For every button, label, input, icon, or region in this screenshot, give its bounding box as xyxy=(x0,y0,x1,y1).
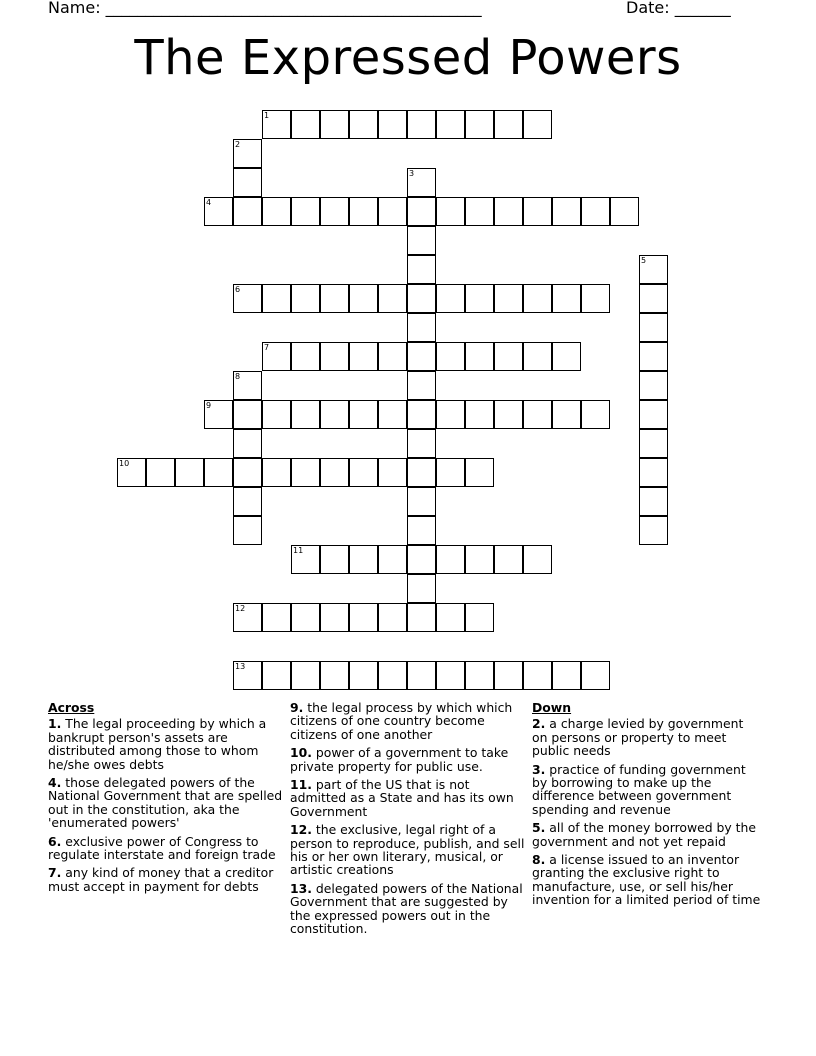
clue-text: a charge levied by government on persons or property to meet public needs xyxy=(532,716,744,759)
grid-cell[interactable] xyxy=(233,429,262,458)
clue-text: the legal process by which which citizens of one country become citizens of one another xyxy=(290,700,513,742)
grid-cell[interactable] xyxy=(378,342,407,371)
grid-cell[interactable] xyxy=(320,197,349,226)
grid-cell[interactable] xyxy=(581,661,610,690)
grid-cell[interactable] xyxy=(494,110,523,139)
grid-cell[interactable] xyxy=(494,284,523,313)
clue-number-label: 1. xyxy=(48,716,62,732)
grid-cell[interactable] xyxy=(407,226,436,255)
grid-cell[interactable] xyxy=(639,342,668,371)
grid-cell[interactable] xyxy=(262,197,291,226)
grid-cell[interactable] xyxy=(262,458,291,487)
down-clues-column xyxy=(532,701,762,912)
clue-number-label: 7. xyxy=(48,865,62,881)
clue-number-label: 8. xyxy=(532,852,546,868)
grid-cell[interactable] xyxy=(378,284,407,313)
grid-cell[interactable] xyxy=(320,661,349,690)
grid-cell[interactable] xyxy=(233,661,262,690)
clue-text: part of the US that is not admitted as a State and has its own Government xyxy=(290,777,514,819)
grid-cell[interactable] xyxy=(494,197,523,226)
grid-cell[interactable] xyxy=(233,139,262,168)
grid-cell[interactable] xyxy=(436,400,465,429)
grid-cell[interactable] xyxy=(407,400,436,429)
clue-number: 7 xyxy=(264,343,270,352)
grid-cell[interactable] xyxy=(262,603,291,632)
grid-cell[interactable] xyxy=(639,458,668,487)
clue-item xyxy=(48,835,286,862)
grid-cell[interactable] xyxy=(349,458,378,487)
grid-cell[interactable] xyxy=(494,661,523,690)
down-heading: Down xyxy=(532,700,572,715)
grid-cell[interactable] xyxy=(204,400,233,429)
grid-cell[interactable] xyxy=(639,429,668,458)
grid-cell[interactable] xyxy=(465,110,494,139)
grid-cell[interactable] xyxy=(262,342,291,371)
grid-cell[interactable] xyxy=(581,197,610,226)
clue-text: The legal proceeding by which a bankrupt person's assets are distributed among those to whom he/she owes debts xyxy=(48,716,267,772)
grid-cell[interactable] xyxy=(436,197,465,226)
grid-cell[interactable] xyxy=(291,110,320,139)
clue-number-label: 13. xyxy=(290,880,312,896)
clue-text: the exclusive, legal right of a person to reproduce, publish, and sell his or her own literary, musical, or artistic creations xyxy=(290,822,525,878)
clue-item xyxy=(532,717,762,757)
grid-cell[interactable] xyxy=(639,255,668,284)
grid-cell[interactable] xyxy=(436,458,465,487)
grid-cell[interactable] xyxy=(494,342,523,371)
clue-number-label: 9. xyxy=(290,700,304,715)
grid-cell[interactable] xyxy=(262,661,291,690)
clue-number: 5 xyxy=(641,256,647,265)
grid-cell[interactable] xyxy=(581,400,610,429)
grid-cell[interactable] xyxy=(552,661,581,690)
across-list-1 xyxy=(48,717,286,893)
grid-cell[interactable] xyxy=(378,110,407,139)
grid-cell[interactable] xyxy=(233,371,262,400)
grid-cell[interactable] xyxy=(320,284,349,313)
grid-cell[interactable] xyxy=(639,400,668,429)
grid-cell[interactable] xyxy=(320,110,349,139)
grid-cell[interactable] xyxy=(407,168,436,197)
clue-number: 12 xyxy=(235,604,246,613)
date-field-label: Date: _______ xyxy=(626,0,731,17)
grid-cell[interactable] xyxy=(494,400,523,429)
clue-number-label: 10. xyxy=(290,745,312,761)
grid-cell[interactable] xyxy=(291,197,320,226)
clue-text: practice of funding government by borrowing to make up the difference between government spending and revenue xyxy=(532,761,746,817)
grid-cell[interactable] xyxy=(378,661,407,690)
grid-cell[interactable] xyxy=(436,110,465,139)
across-list-2 xyxy=(290,701,526,936)
grid-cell[interactable] xyxy=(407,429,436,458)
grid-cell[interactable] xyxy=(378,458,407,487)
grid-cell[interactable] xyxy=(552,284,581,313)
clue-text: those delegated powers of the National Government that are spelled out in the constitution, aka the 'enumerated powers' xyxy=(48,775,283,831)
grid-cell[interactable] xyxy=(639,313,668,342)
grid-cell[interactable] xyxy=(552,342,581,371)
clue-number: 13 xyxy=(235,662,246,671)
grid-cell[interactable] xyxy=(291,342,320,371)
clue-text: any kind of money that a creditor must accept in payment for debts xyxy=(48,865,274,894)
grid-cell[interactable] xyxy=(465,400,494,429)
page-title: The Expressed Powers xyxy=(134,30,682,86)
grid-cell[interactable] xyxy=(523,197,552,226)
grid-cell[interactable] xyxy=(233,284,262,313)
grid-cell[interactable] xyxy=(233,168,262,197)
grid-cell[interactable] xyxy=(262,284,291,313)
across-clues-column-2 xyxy=(290,701,526,941)
clue-number: 9 xyxy=(206,401,212,410)
grid-cell[interactable] xyxy=(465,284,494,313)
grid-cell[interactable] xyxy=(407,197,436,226)
grid-cell[interactable] xyxy=(291,284,320,313)
clue-item xyxy=(290,701,526,741)
clue-number: 10 xyxy=(119,459,130,468)
grid-cell[interactable] xyxy=(117,458,146,487)
grid-cell[interactable] xyxy=(639,284,668,313)
grid-cell[interactable] xyxy=(407,574,436,603)
grid-cell[interactable] xyxy=(349,284,378,313)
grid-cell[interactable] xyxy=(349,400,378,429)
grid-cell[interactable] xyxy=(407,371,436,400)
grid-cell[interactable] xyxy=(175,458,204,487)
clue-number: 8 xyxy=(235,372,241,381)
grid-cell[interactable] xyxy=(552,400,581,429)
clue-item xyxy=(532,853,762,907)
grid-cell[interactable] xyxy=(349,661,378,690)
grid-cell[interactable] xyxy=(436,661,465,690)
name-field-label: Name: _______________________________________________ xyxy=(48,0,482,17)
clue-number: 4 xyxy=(206,198,212,207)
grid-cell[interactable] xyxy=(407,342,436,371)
across-heading: Across xyxy=(48,700,95,715)
grid-cell[interactable] xyxy=(407,313,436,342)
grid-cell[interactable] xyxy=(494,545,523,574)
clue-item xyxy=(290,823,526,877)
clue-number-label: 3. xyxy=(532,761,546,777)
grid-cell[interactable] xyxy=(233,516,262,545)
clue-number-label: 6. xyxy=(48,833,62,849)
grid-cell[interactable] xyxy=(523,284,552,313)
grid-cell[interactable] xyxy=(407,284,436,313)
grid-cell[interactable] xyxy=(349,603,378,632)
grid-cell[interactable] xyxy=(233,603,262,632)
clue-text: all of the money borrowed by the government and not yet repaid xyxy=(532,820,757,849)
clue-number-label: 12. xyxy=(290,822,312,838)
clue-text: a license issued to an inventor granting the exclusive right to manufacture, use, or sell his/her invention for a limited period of time xyxy=(532,852,761,908)
clue-item xyxy=(532,821,762,848)
grid-cell[interactable] xyxy=(349,197,378,226)
grid-cell[interactable] xyxy=(523,400,552,429)
grid-cell[interactable] xyxy=(436,545,465,574)
clue-text: delegated powers of the National Government that are suggested by the expressed powers out in the constitution. xyxy=(290,880,523,937)
grid-cell[interactable] xyxy=(407,458,436,487)
clue-number: 2 xyxy=(235,140,241,149)
grid-cell[interactable] xyxy=(523,110,552,139)
grid-cell[interactable] xyxy=(233,458,262,487)
clue-number: 1 xyxy=(264,111,270,120)
clue-item xyxy=(532,763,762,817)
grid-cell[interactable] xyxy=(436,603,465,632)
grid-cell[interactable] xyxy=(407,516,436,545)
grid-cell[interactable] xyxy=(233,400,262,429)
grid-cell[interactable] xyxy=(465,545,494,574)
grid-cell[interactable] xyxy=(610,197,639,226)
grid-cell[interactable] xyxy=(320,603,349,632)
grid-cell[interactable] xyxy=(291,545,320,574)
clue-item xyxy=(48,866,286,893)
grid-cell[interactable] xyxy=(291,458,320,487)
grid-cell[interactable] xyxy=(349,110,378,139)
clue-number-label: 5. xyxy=(532,820,546,836)
grid-cell[interactable] xyxy=(320,458,349,487)
grid-cell[interactable] xyxy=(407,487,436,516)
grid-cell[interactable] xyxy=(465,342,494,371)
across-clues-column-1 xyxy=(48,701,286,898)
clue-number-label: 4. xyxy=(48,775,62,791)
grid-cell[interactable] xyxy=(407,661,436,690)
grid-cell[interactable] xyxy=(407,110,436,139)
grid-cell[interactable] xyxy=(639,487,668,516)
grid-cell[interactable] xyxy=(233,487,262,516)
clue-number: 6 xyxy=(235,285,241,294)
clue-number: 11 xyxy=(293,546,304,555)
grid-cell[interactable] xyxy=(523,342,552,371)
grid-cell[interactable] xyxy=(320,545,349,574)
clue-text: power of a government to take private property for public use. xyxy=(290,745,509,774)
clue-number-label: 2. xyxy=(532,716,546,732)
clue-item xyxy=(290,882,526,936)
grid-cell[interactable] xyxy=(146,458,175,487)
grid-cell[interactable] xyxy=(378,197,407,226)
grid-cell[interactable] xyxy=(436,342,465,371)
grid-cell[interactable] xyxy=(465,661,494,690)
grid-cell[interactable] xyxy=(639,516,668,545)
clue-item xyxy=(290,778,526,818)
clue-number: 3 xyxy=(409,169,415,178)
grid-cell[interactable] xyxy=(465,197,494,226)
clue-item xyxy=(48,717,286,771)
grid-cell[interactable] xyxy=(291,603,320,632)
grid-cell[interactable] xyxy=(204,197,233,226)
grid-cell[interactable] xyxy=(320,342,349,371)
grid-cell[interactable] xyxy=(465,458,494,487)
grid-cell[interactable] xyxy=(639,371,668,400)
grid-cell[interactable] xyxy=(349,545,378,574)
grid-cell[interactable] xyxy=(465,603,494,632)
grid-cell[interactable] xyxy=(233,197,262,226)
grid-cell[interactable] xyxy=(407,545,436,574)
grid-cell[interactable] xyxy=(552,197,581,226)
grid-cell[interactable] xyxy=(581,284,610,313)
grid-cell[interactable] xyxy=(291,400,320,429)
grid-cell[interactable] xyxy=(436,284,465,313)
grid-cell[interactable] xyxy=(378,603,407,632)
clue-item xyxy=(290,746,526,773)
grid-cell[interactable] xyxy=(262,110,291,139)
clue-number-label: 11. xyxy=(290,777,312,793)
grid-cell[interactable] xyxy=(349,342,378,371)
grid-cell[interactable] xyxy=(407,603,436,632)
grid-cell[interactable] xyxy=(523,661,552,690)
grid-cell[interactable] xyxy=(523,545,552,574)
clue-item xyxy=(48,776,286,830)
grid-cell[interactable] xyxy=(291,661,320,690)
grid-cell[interactable] xyxy=(320,400,349,429)
grid-cell[interactable] xyxy=(262,400,291,429)
grid-cell[interactable] xyxy=(378,545,407,574)
grid-cell[interactable] xyxy=(204,458,233,487)
grid-cell[interactable] xyxy=(407,255,436,284)
down-list xyxy=(532,717,762,906)
clue-text: exclusive power of Congress to regulate interstate and foreign trade xyxy=(48,833,276,863)
grid-cell[interactable] xyxy=(378,400,407,429)
